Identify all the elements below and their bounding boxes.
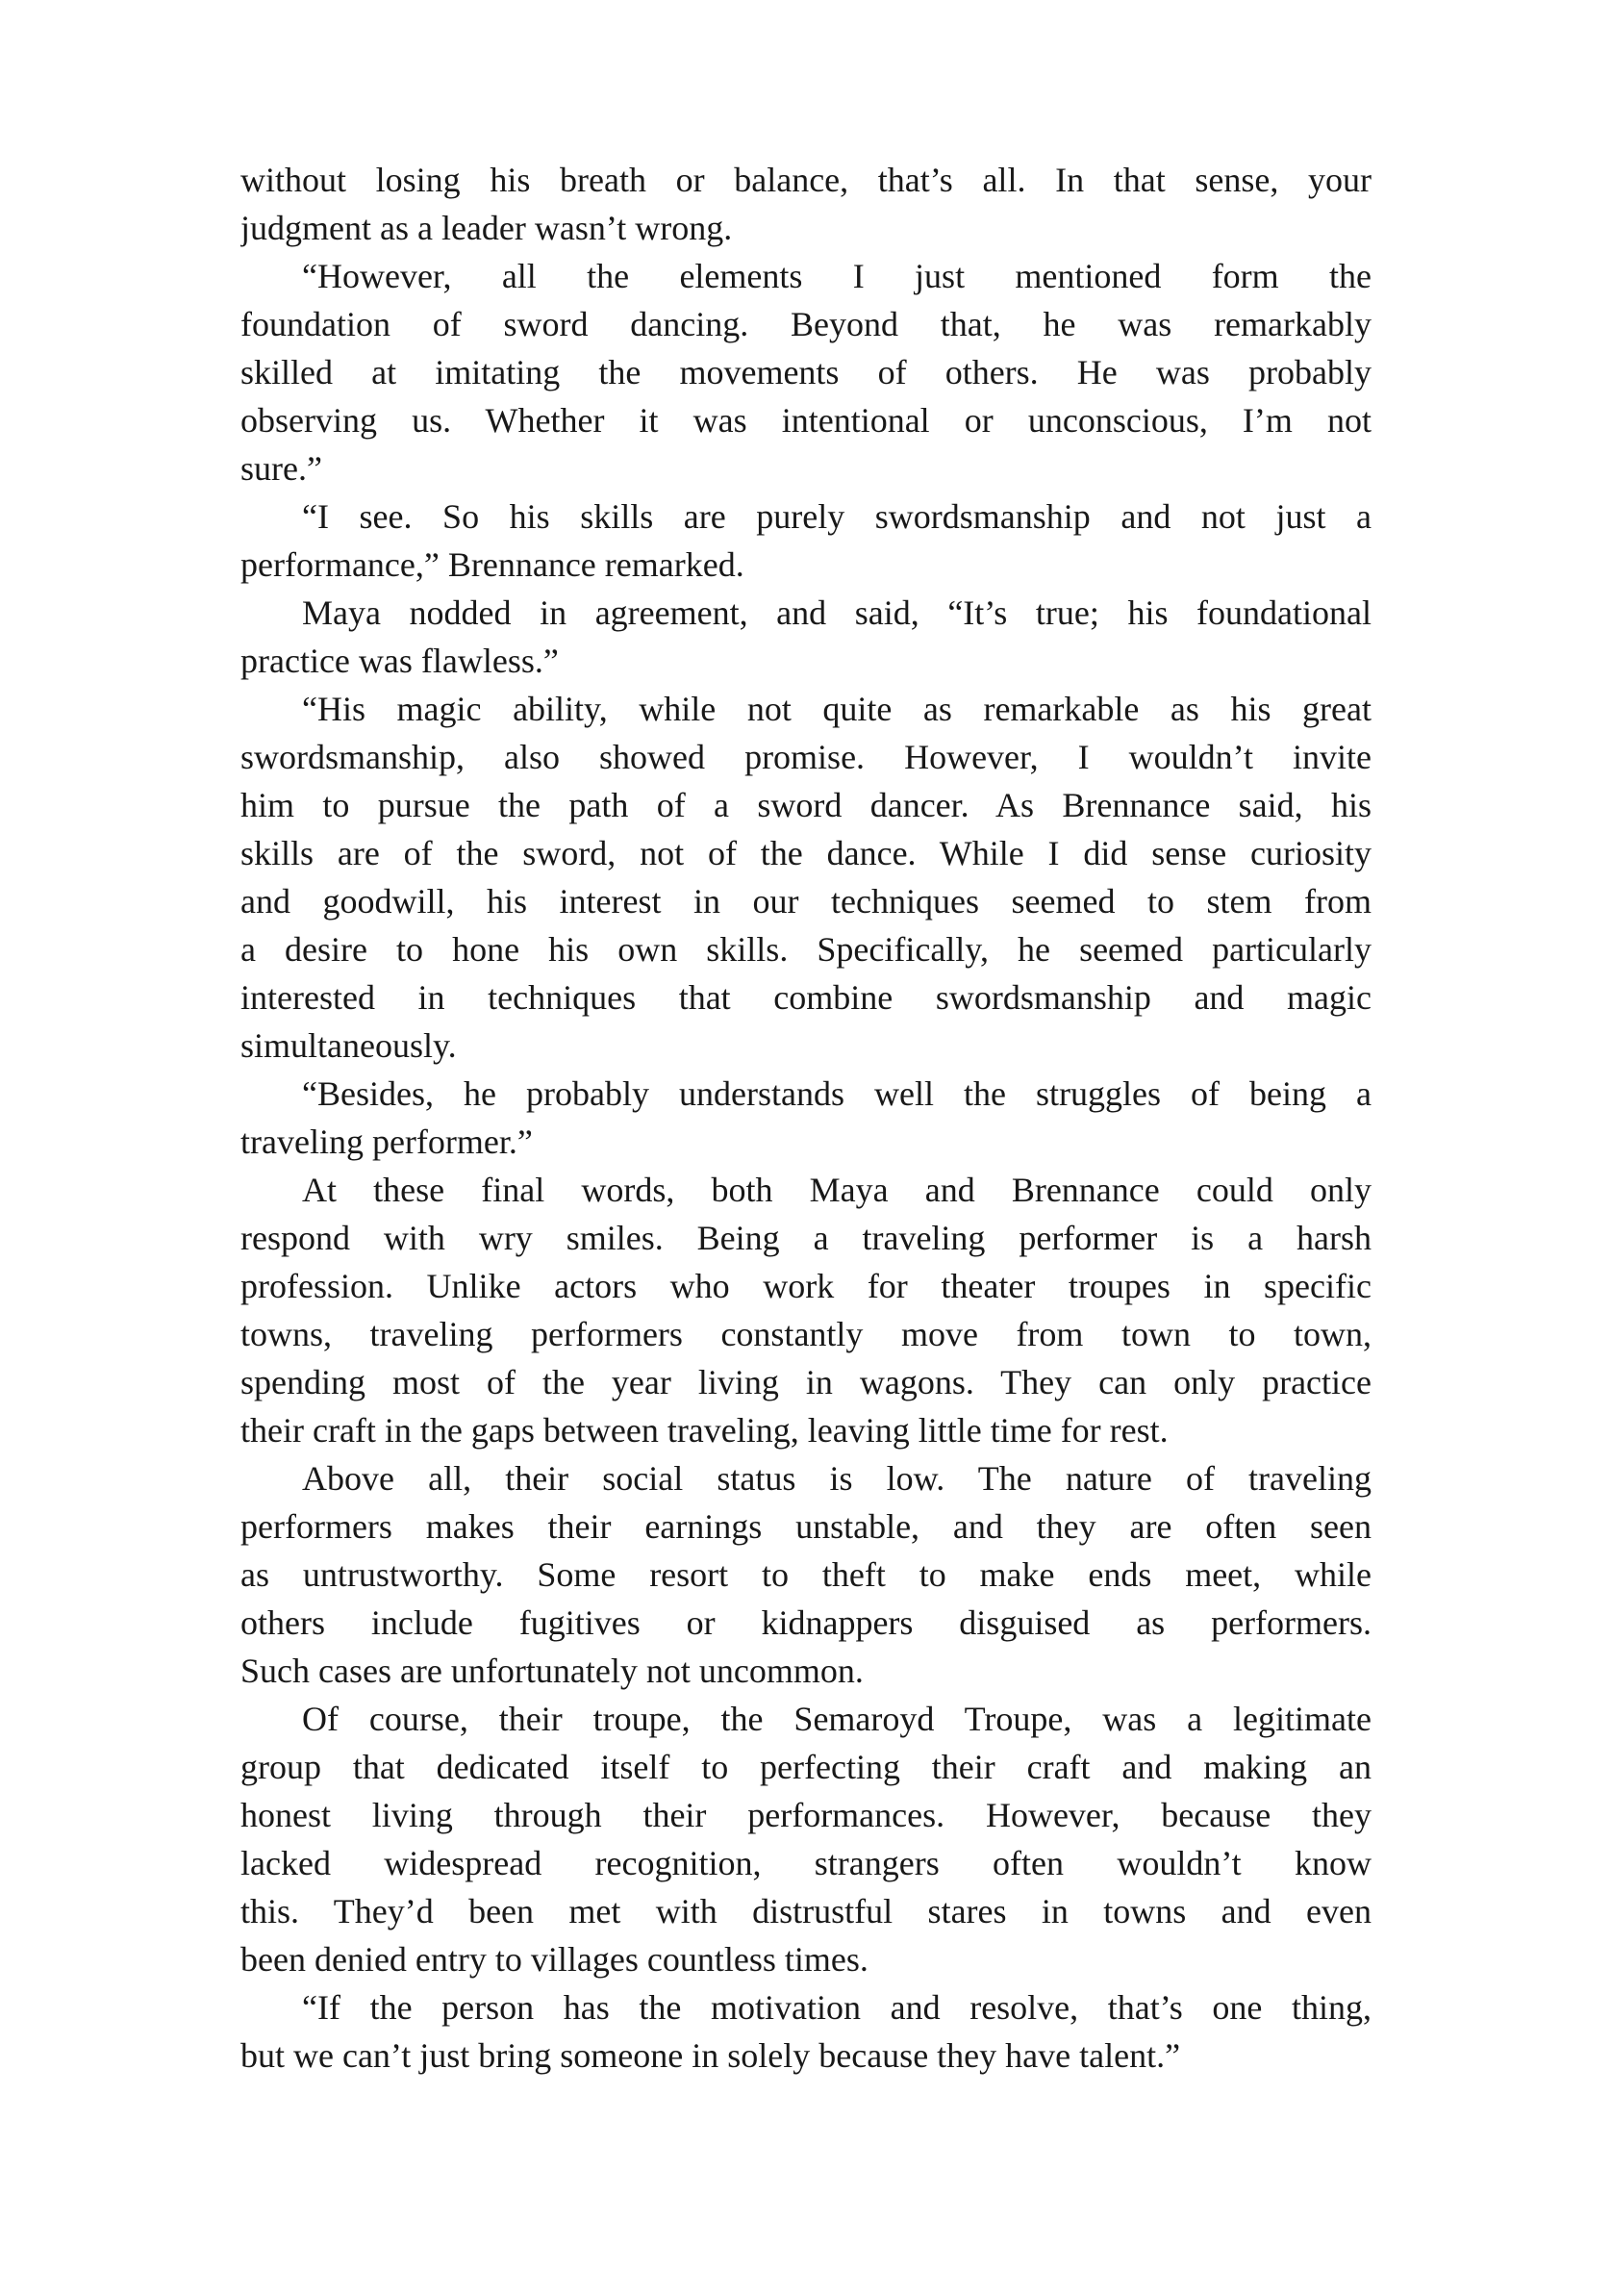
paragraph (240, 492, 1372, 589)
paragraph (240, 252, 1372, 492)
text-line: profession. Unlike actors who work for theater troupes in specific (240, 1267, 1372, 1305)
text-line: interested in techniques that combine swordsmanship and magic (240, 978, 1372, 1017)
paragraph (240, 156, 1372, 252)
text-line: Above all, their social status is low. The nature of traveling (302, 1459, 1372, 1498)
text-line: towns, traveling performers constantly move from town to town, (240, 1315, 1372, 1353)
text-line: but we can’t just bring someone in solely because they have talent.” (240, 2036, 1181, 2075)
text-line: practice was flawless.” (240, 642, 559, 680)
text-line: observing us. Whether it was intentional or unconscious, I’m not (240, 401, 1372, 440)
text-line: him to pursue the path of a sword dancer. As Brennance said, his (240, 786, 1372, 824)
text-line: a desire to hone his own skills. Specifically, he seemed particularly (240, 930, 1372, 969)
text-line: “However, all the elements I just mentioned form the (302, 257, 1372, 295)
text-line: without losing his breath or balance, that’s all. In that sense, your (240, 161, 1372, 199)
text-line: skilled at imitating the movements of others. He was probably (240, 353, 1372, 391)
text-line: spending most of the year living in wagons. They can only practice (240, 1363, 1372, 1401)
text-line: lacked widespread recognition, strangers often wouldn’t know (240, 1844, 1372, 1882)
text-line: respond with wry smiles. Being a traveling performer is a harsh (240, 1219, 1372, 1257)
paragraph (240, 1454, 1372, 1695)
text-line: as untrustworthy. Some resort to theft to make ends meet, while (240, 1555, 1372, 1594)
text-line: foundation of sword dancing. Beyond that, he was remarkably (240, 305, 1372, 343)
text-line: simultaneously. (240, 1026, 457, 1065)
text-line: performance,” Brennance remarked. (240, 545, 744, 584)
paragraph (240, 1166, 1372, 1454)
text-line: traveling performer.” (240, 1123, 533, 1161)
text-line: “I see. So his skills are purely swordsmanship and not just a (302, 497, 1372, 536)
text-line: sure.” (240, 449, 322, 488)
text-line: this. They’d been met with distrustful stares in towns and even (240, 1892, 1372, 1930)
text-line: been denied entry to villages countless times. (240, 1940, 868, 1979)
text-line: judgment as a leader wasn’t wrong. (240, 209, 733, 247)
text-line: swordsmanship, also showed promise. However, I wouldn’t invite (240, 738, 1372, 776)
text-line: their craft in the gaps between traveling, leaving little time for rest. (240, 1411, 1169, 1450)
text-line: skills are of the sword, not of the dance. While I did sense curiosity (240, 834, 1372, 872)
paragraph (240, 1695, 1372, 1983)
text-line: “If the person has the motivation and resolve, that’s one thing, (302, 1988, 1372, 2027)
text-line: honest living through their performances. However, because they (240, 1796, 1372, 1834)
paragraph (240, 1983, 1372, 2080)
text-line: performers makes their earnings unstable, and they are often seen (240, 1507, 1372, 1546)
paragraph (240, 1070, 1372, 1166)
text-line: Of course, their troupe, the Semaroyd Troupe, was a legitimate (302, 1700, 1372, 1738)
text-line: At these final words, both Maya and Brennance could only (302, 1171, 1372, 1209)
paragraph (240, 685, 1372, 1070)
text-line: others include fugitives or kidnappers disguised as performers. (240, 1603, 1372, 1642)
page-text (240, 156, 1372, 2080)
text-line: “His magic ability, while not quite as remarkable as his great (302, 690, 1372, 728)
text-line: and goodwill, his interest in our techniques seemed to stem from (240, 882, 1372, 921)
text-line: “Besides, he probably understands well the struggles of being a (302, 1074, 1372, 1113)
paragraph (240, 589, 1372, 685)
text-line: Such cases are unfortunately not uncommon. (240, 1652, 864, 1690)
text-line: group that dedicated itself to perfecting their craft and making an (240, 1748, 1372, 1786)
text-line: Maya nodded in agreement, and said, “It’s true; his foundational (302, 593, 1372, 632)
